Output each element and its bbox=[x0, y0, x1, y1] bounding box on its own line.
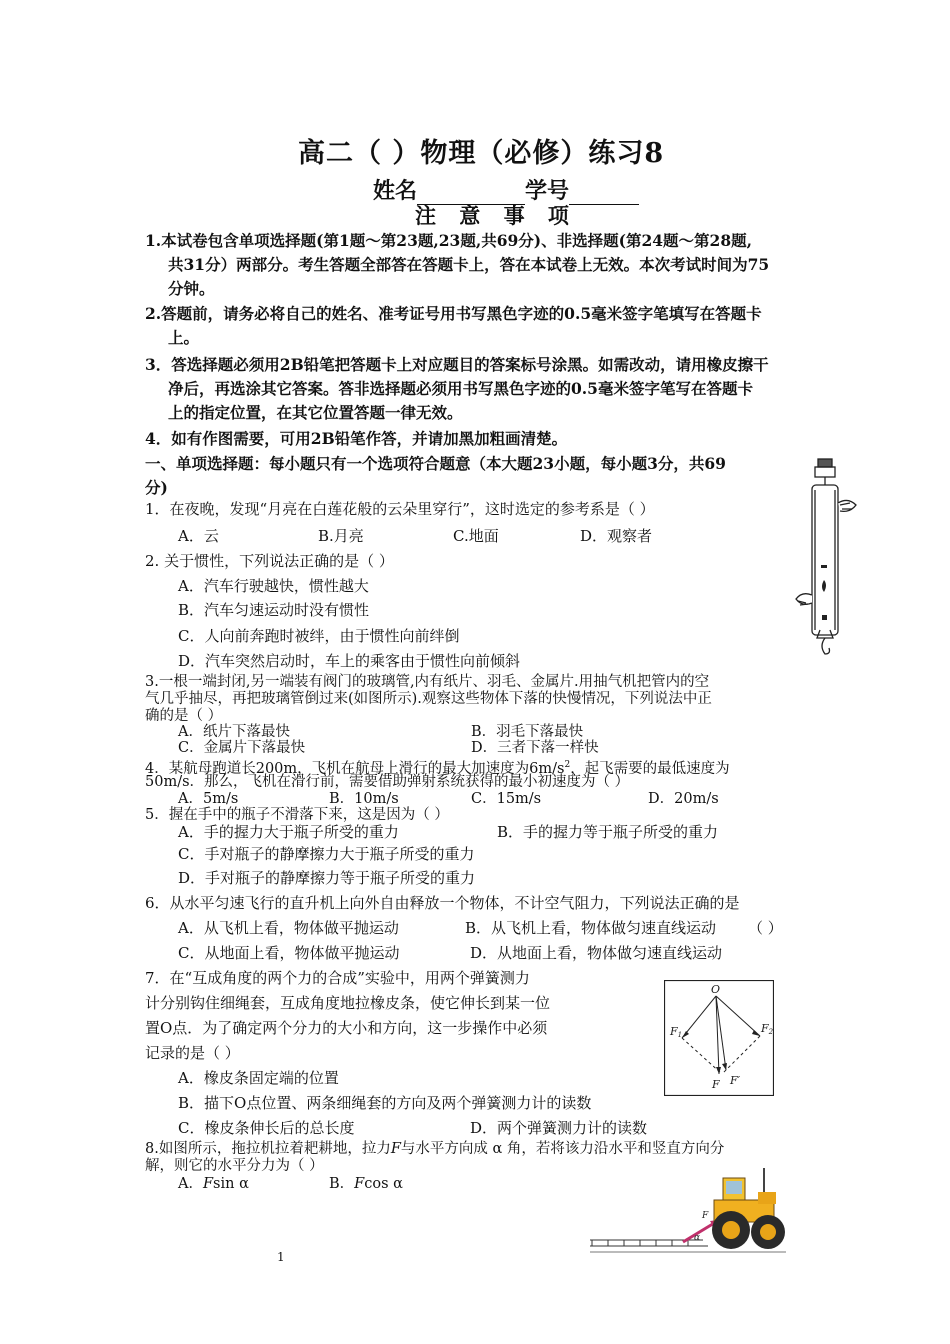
q4-option-c: C．15m/s bbox=[471, 791, 542, 807]
q2-stem: 2. 关于惯性，下列说法正确的是（ ） bbox=[145, 552, 394, 570]
notice-item-3-line-2: 净后，再选涂其它答案。答非选择题必须用书写黑色字迹的0.5毫米签字笔写在答题卡 bbox=[168, 379, 753, 398]
section-heading-line-2: 分) bbox=[145, 478, 168, 497]
q2-option-b: B．汽车匀速运动时没有惯性 bbox=[178, 601, 370, 619]
q1-option-b: B.月亮 bbox=[318, 527, 364, 545]
q7-option-d: D．两个弹簧测力计的读数 bbox=[470, 1119, 648, 1137]
q8-stem-line-1: 8.如图所示，拖拉机拉着耙耕地，拉力F与水平方向成 α 角，若将该力沿水平和竖直方向分 bbox=[145, 1141, 725, 1157]
force-parallelogram-figure bbox=[664, 980, 774, 1096]
vacuum-tube-figure bbox=[790, 455, 862, 665]
q5-option-c: C．手对瓶子的静摩擦力大于瓶子所受的重力 bbox=[178, 845, 475, 863]
notice-item-1-line-1: 1.本试卷包含单项选择题(第1题～第23题,23题,共69分)、非选择题(第24题～第28题, bbox=[145, 231, 753, 250]
q2-option-d: D．汽车突然启动时，车上的乘客由于惯性向前倾斜 bbox=[178, 652, 521, 670]
label-o: O bbox=[711, 983, 721, 996]
q3-option-c: C．金属片下落最快 bbox=[178, 740, 306, 756]
section-heading-line-1: 一、单项选择题：每小题只有一个选项符合题意（本大题23小题，每小题3分，共69 bbox=[145, 454, 726, 473]
name-label: 姓名 bbox=[373, 178, 418, 204]
q6-stem: 6．从水平匀速飞行的直升机上向外自由释放一个物体，不计空气阻力，下列说法正确的是 bbox=[145, 894, 740, 912]
q7-option-a: A．橡皮条固定端的位置 bbox=[178, 1069, 339, 1087]
q3-stem-line-2: 气几乎抽尽，再把玻璃管倒过来(如图所示).观察这些物体下落的快慢情况，下列说法中正 bbox=[145, 691, 712, 707]
q3-stem-line-3: 确的是（ ） bbox=[145, 708, 223, 724]
id-label: 学号 bbox=[525, 178, 570, 204]
q7-stem-line-3: 置O点．为了确定两个分力的大小和方向，这一步操作中必须 bbox=[145, 1019, 548, 1037]
q7-stem-line-1: 7．在“互成角度的两个力的合成”实验中，用两个弹簧测力 bbox=[145, 969, 530, 987]
q8-option-a: A．Fsin α bbox=[178, 1176, 249, 1192]
q4-stem-line-2: 50m/s．那么，飞机在滑行前，需要借助弹射系统获得的最小初速度为（ ） bbox=[145, 774, 630, 790]
notice-item-3-line-1: 3．答选择题必须用2B铅笔把答题卡上对应题目的答案标号涂黑。如需改动，请用橡皮擦干 bbox=[145, 355, 769, 374]
label-f: F bbox=[712, 1078, 720, 1091]
label-f-prime: F′ bbox=[730, 1074, 741, 1087]
q2-option-a: A．汽车行驶越快，惯性越大 bbox=[178, 577, 369, 595]
q7-option-c: C．橡皮条伸长后的总长度 bbox=[178, 1119, 355, 1137]
q3-option-a: A．纸片下落最快 bbox=[178, 724, 290, 740]
q6-option-b: B．从飞机上看，物体做匀速直线运动 bbox=[465, 919, 717, 937]
q5-stem: 5．握在手中的瓶子不滑落下来，这是因为（ ） bbox=[145, 807, 449, 823]
q8-option-b: B．Fcos α bbox=[329, 1176, 403, 1192]
page-number: 1 bbox=[277, 1250, 285, 1264]
q1-stem: 1．在夜晚，发现“月亮在白莲花般的云朵里穿行”，这时选定的参考系是（ ） bbox=[145, 500, 655, 518]
notice-item-1-line-2: 共31分）两部分。考生答题全部答在答题卡上，答在本试卷上无效。本次考试时间为75 bbox=[168, 255, 770, 274]
q4-stem-line-1: 4．某航母跑道长200m，飞机在航母上滑行的最大加速度为$6m/s^2$，起飞需要的最低速度为 bbox=[145, 760, 730, 777]
q3-stem-line-1: 3.一根一端封闭,另一端装有阀门的玻璃管,内有纸片、羽毛、金属片.用抽气机把管内的空 bbox=[145, 674, 710, 690]
tractor-figure bbox=[588, 1160, 788, 1256]
q8-stem-line-2: 解，则它的水平分力为（ ） bbox=[145, 1158, 324, 1174]
q3-option-d: D．三者下落一样快 bbox=[471, 740, 599, 756]
q6-option-d: D．从地面上看，物体做匀速直线运动 bbox=[470, 944, 723, 962]
id-blank[interactable] bbox=[569, 184, 639, 205]
q1-option-a: A．云 bbox=[178, 527, 219, 545]
q5-option-a: A．手的握力大于瓶子所受的重力 bbox=[178, 823, 399, 841]
q2-option-c: C．人向前奔跑时被绊，由于惯性向前绊倒 bbox=[178, 627, 460, 645]
q5-option-d: D．手对瓶子的静摩擦力等于瓶子所受的重力 bbox=[178, 869, 476, 887]
label-f: F bbox=[702, 1211, 709, 1221]
notice-item-4: 4．如有作图需要，可用2B铅笔作答，并请加黑加粗画清楚。 bbox=[145, 429, 568, 448]
q6-answer-paren: （ ） bbox=[748, 919, 783, 937]
q7-stem-line-2: 计分别钩住细绳套，互成角度地拉橡皮条，使它伸长到某一位 bbox=[145, 994, 551, 1012]
notice-heading: 注 意 事 项 bbox=[415, 203, 577, 228]
svg-text:F1: F1 bbox=[670, 1025, 683, 1039]
q4-option-d: D．20m/s bbox=[648, 791, 719, 807]
q7-option-b: B．描下O点位置、两条细绳套的方向及两个弹簧测力计的读数 bbox=[178, 1094, 592, 1112]
label-alpha: α bbox=[694, 1233, 701, 1243]
q7-stem-line-4: 记录的是（ ） bbox=[145, 1044, 240, 1062]
q4-option-b: B．10m/s bbox=[329, 791, 399, 807]
svg-text:F2: F2 bbox=[761, 1022, 774, 1036]
notice-item-2-line-1: 2.答题前，请务必将自己的姓名、准考证号用书写黑色字迹的0.5毫米签字笔填写在答题卡 bbox=[145, 304, 762, 323]
page-title: 高二（ ）物理（必修）练习8 bbox=[298, 138, 665, 169]
q1-option-c: C.地面 bbox=[453, 527, 499, 545]
notice-item-3-line-3: 上的指定位置，在其它位置答题一律无效。 bbox=[168, 403, 463, 422]
q3-option-b: B．羽毛下落最快 bbox=[471, 724, 584, 740]
notice-item-2-line-2: 上。 bbox=[168, 328, 200, 347]
q6-option-c: C．从地面上看，物体做平抛运动 bbox=[178, 944, 400, 962]
q4-option-a: A．5m/s bbox=[178, 791, 239, 807]
notice-item-1-line-3: 分钟。 bbox=[168, 279, 215, 298]
q1-option-d: D．观察者 bbox=[580, 527, 653, 545]
q5-option-b: B．手的握力等于瓶子所受的重力 bbox=[497, 823, 719, 841]
q6-option-a: A．从飞机上看，物体做平抛运动 bbox=[178, 919, 399, 937]
